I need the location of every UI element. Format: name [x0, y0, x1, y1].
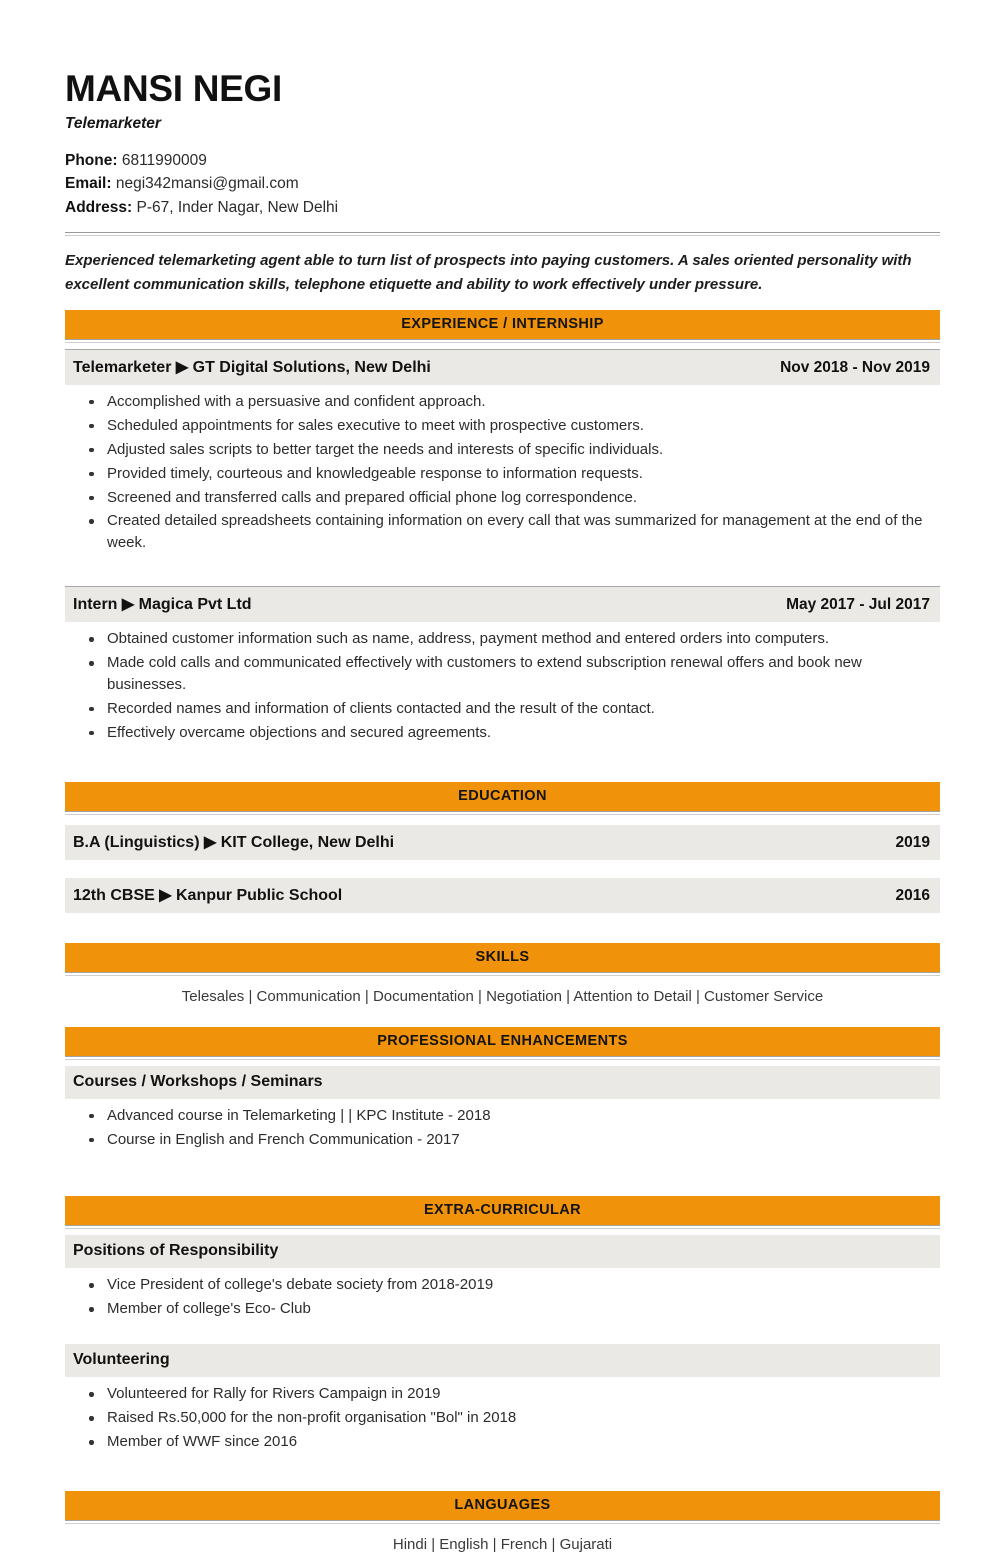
list-item: Screened and transferred calls and prepared official phone log correspondence. — [87, 487, 940, 509]
list-item: Effectively overcame objections and secured agreements. — [87, 722, 940, 744]
education-entry — [65, 825, 940, 860]
candidate-role: Telemarketer — [65, 114, 161, 132]
section-header-languages: LANGUAGES — [65, 1491, 940, 1520]
list-item: Raised Rs.50,000 for the non-profit organisation "Bol" in 2018 — [87, 1407, 940, 1429]
list-item: Vice President of college's debate society from 2018-2019 — [87, 1274, 940, 1296]
address-label: Address: — [65, 198, 133, 216]
contact-address — [65, 196, 940, 220]
experience-bullets-0 — [65, 391, 940, 554]
contact-phone — [65, 149, 940, 173]
education-degree: 12th CBSE ▶ Kanpur Public School — [73, 886, 343, 904]
list-item: Accomplished with a persuasive and confident approach. — [87, 391, 940, 413]
extracurricular-subsection-header — [65, 1235, 940, 1268]
experience-job-date: May 2017 - Jul 2017 — [786, 596, 930, 614]
section-header-education: EDUCATION — [65, 782, 940, 811]
professional-bullets — [65, 1105, 940, 1151]
experience-entry-header — [65, 349, 940, 385]
education-degree: B.A (Linguistics) ▶ KIT College, New Delhi — [73, 833, 395, 851]
list-item: Volunteered for Rally for Rivers Campaign in 2019 — [87, 1383, 940, 1405]
email-label: Email: — [65, 175, 112, 193]
skills-list: Telesales | Communication | Documentation | Negotiation | Attention to Detail | Customer Service — [181, 987, 824, 1005]
section-header-skills: SKILLS — [65, 943, 940, 972]
education-year: 2019 — [895, 833, 930, 851]
contact-block — [65, 149, 940, 220]
list-item: Created detailed spreadsheets containing information on every call that was summarized for management at the end of the week. — [87, 510, 940, 554]
list-item: Recorded names and information of clients contacted and the result of the contact. — [87, 698, 940, 720]
list-item: Advanced course in Telemarketing | | KPC Institute - 2018 — [87, 1105, 940, 1127]
list-item: Member of college's Eco- Club — [87, 1298, 940, 1320]
education-year: 2016 — [895, 886, 930, 904]
list-item: Scheduled appointments for sales executive to meet with prospective customers. — [87, 415, 940, 437]
contact-email — [65, 172, 940, 196]
experience-job-date: Nov 2018 - Nov 2019 — [780, 358, 930, 376]
list-item: Adjusted sales scripts to better target the needs and interests of specific individuals. — [87, 439, 940, 461]
header-divider — [65, 232, 940, 236]
experience-bullets-1 — [65, 628, 940, 743]
education-entry — [65, 878, 940, 913]
professional-subsection-header — [65, 1066, 940, 1099]
list-item: Made cold calls and communicated effectively with customers to extend subscription renewal offers and book new businesses. — [87, 652, 940, 696]
experience-entry-header — [65, 586, 940, 622]
professional-summary: Experienced telemarketing agent able to turn list of prospects into paying customers. A sales oriented personality with excellent communication skills, telephone etiquette and ability to work effectively under pressure. — [65, 252, 912, 293]
email-value: negi342mansi@gmail.com — [115, 175, 299, 193]
extracurricular-subtitle: Volunteering — [73, 1351, 170, 1369]
extracurricular-subtitle: Positions of Responsibility — [73, 1242, 279, 1260]
list-item: Obtained customer information such as name, address, payment method and entered orders into computers. — [87, 628, 940, 650]
address-value: P-67, Inder Nagar, New Delhi — [136, 198, 339, 216]
list-item: Course in English and French Communication - 2017 — [87, 1129, 940, 1151]
extracurricular-bullets-1 — [65, 1383, 940, 1453]
phone-value: 6811990009 — [121, 151, 207, 169]
extracurricular-subsection-header — [65, 1344, 940, 1377]
list-item: Provided timely, courteous and knowledgeable response to information requests. — [87, 463, 940, 485]
experience-job-title: Intern ▶ Magica Pvt Ltd — [73, 596, 252, 614]
section-header-experience: EXPERIENCE / INTERNSHIP — [65, 310, 940, 339]
extracurricular-bullets-0 — [65, 1274, 940, 1320]
list-item: Member of WWF since 2016 — [87, 1431, 940, 1453]
section-header-professional: PROFESSIONAL ENHANCEMENTS — [65, 1027, 940, 1056]
languages-list: Hindi | English | French | Gujarati — [392, 1535, 613, 1553]
experience-job-title: Telemarketer ▶ GT Digital Solutions, New Delhi — [73, 358, 431, 376]
candidate-name: MANSI NEGI — [65, 68, 282, 109]
phone-label: Phone: — [65, 151, 118, 169]
section-header-extracurricular: EXTRA-CURRICULAR — [65, 1196, 940, 1225]
professional-subtitle: Courses / Workshops / Seminars — [73, 1072, 323, 1090]
